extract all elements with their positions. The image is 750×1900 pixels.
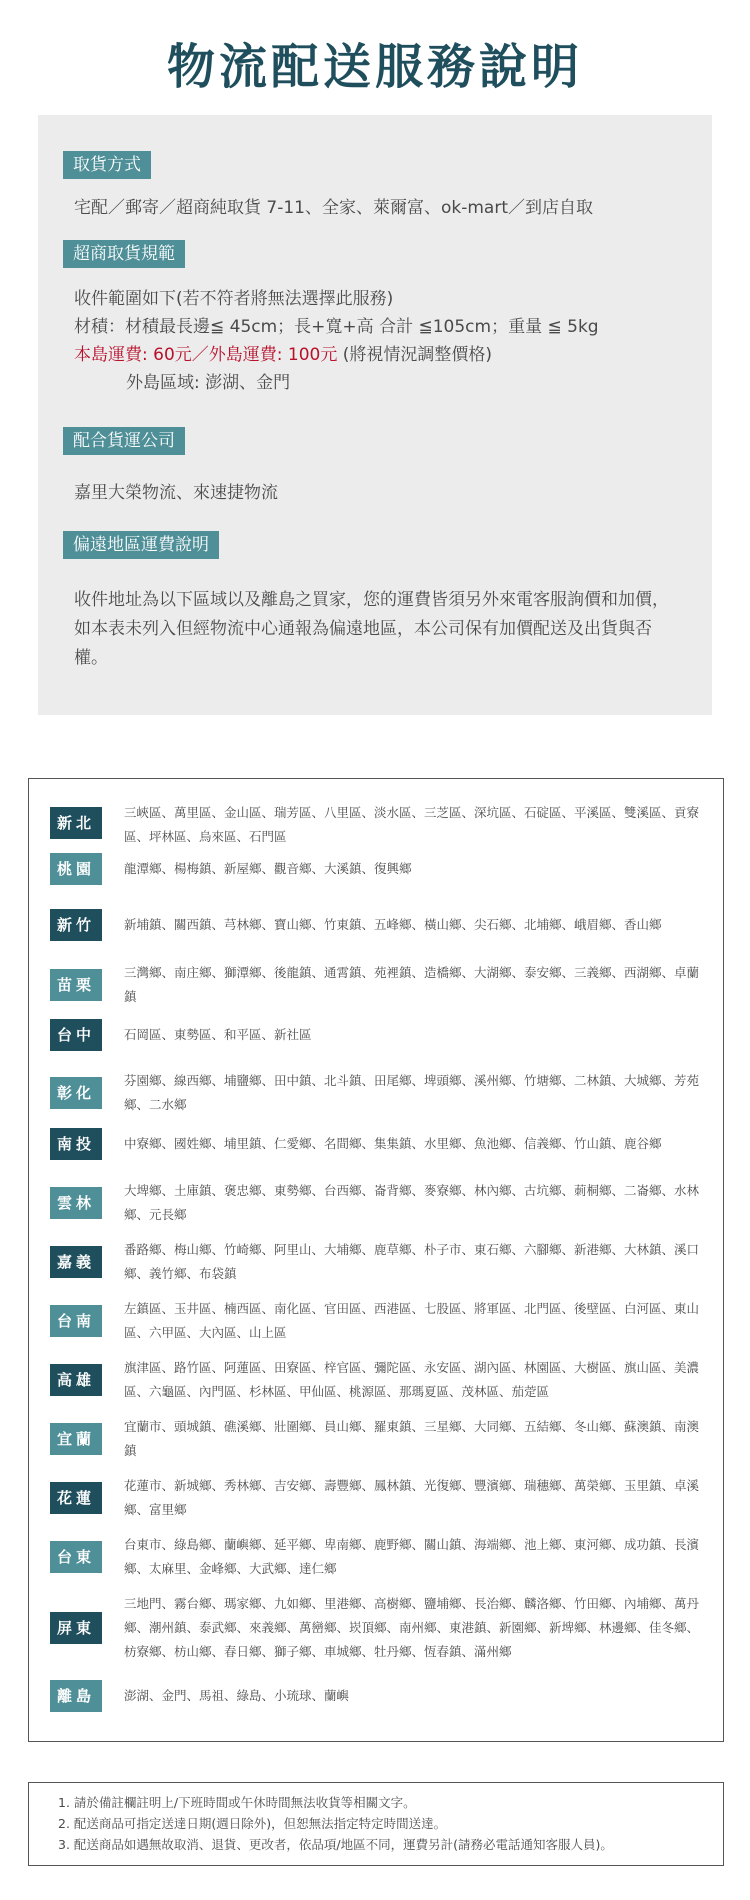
region-areas: 中寮鄉、國姓鄉、埔里鎮、仁愛鄉、名間鄉、集集鎮、水里鄉、魚池鄉、信義鄉、竹山鎮、鹿谷鄉 — [124, 1136, 662, 1151]
region-tag: 新北 — [50, 807, 102, 839]
pickup-method-label: 取貨方式 — [63, 151, 151, 179]
region-areas: 左鎮區、玉井區、楠西區、南化區、官田區、西港區、七股區、將軍區、北門區、後壁區、白河區、東山區、六甲區、大內區、山上區 — [124, 1301, 700, 1340]
remote-region-table — [28, 778, 724, 1742]
region-areas: 三地門、霧台鄉、瑪家鄉、九如鄉、里港鄉、高樹鄉、鹽埔鄉、長治鄉、麟洛鄉、竹田鄉、內埔鄉、萬丹鄉、潮州鎮、泰武鄉、來義鄉、萬巒鄉、崁頂鄉、南州鄉、東港鎮、新園鄉、新埤鄉、林邊鄉、佳冬鄉、枋寮鄉、枋山鄉、春日鄉、獅子鄉、車城鄉、牡丹鄉、恆春鎮、滿州鄉 — [124, 1596, 700, 1659]
cvs-size-text: 材積：材積最長邊≦ 45cm；長+寬+高 合計 ≦105cm；重量 ≦ 5kg — [74, 317, 599, 337]
region-areas: 三灣鄉、南庄鄉、獅潭鄉、後龍鎮、通霄鎮、苑裡鎮、造橋鄉、大湖鄉、泰安鄉、三義鄉、西湖鄉、卓蘭鎮 — [124, 965, 700, 1004]
region-areas: 番路鄉、梅山鄉、竹崎鄉、阿里山、大埔鄉、鹿草鄉、朴子市、東石鄉、六腳鄉、新港鄉、大林鎮、溪口鄉、義竹鄉、布袋鎮 — [124, 1242, 700, 1281]
region-areas: 石岡區、東勢區、和平區、新社區 — [124, 1027, 312, 1042]
carrier-label: 配合貨運公司 — [63, 427, 185, 455]
region-areas: 三峽區、萬里區、金山區、瑞芳區、八里區、淡水區、三芝區、深坑區、石碇區、平溪區、雙溪區、貢寮區、坪林區、烏來區、石門區 — [124, 805, 700, 844]
cvs-range-text: 收件範圍如下(若不符者將無法選擇此服務) — [74, 289, 394, 309]
note-item: 1. 請於備註欄註明上/下班時間或午休時間無法收貨等相關文字。 — [58, 1795, 416, 1810]
region-tag: 台南 — [50, 1305, 102, 1337]
note-item: 2. 配送商品可指定送達日期(週日除外)，但恕無法指定特定時間送達。 — [58, 1816, 447, 1831]
region-tag: 嘉義 — [50, 1246, 102, 1278]
region-tag: 離島 — [50, 1680, 102, 1712]
remote-area-label: 偏遠地區運費說明 — [63, 531, 219, 559]
remote-area-text: 收件地址為以下區域以及離島之買家，您的運費皆須另外來電客服詢價和加價，如本表未列入但經物流中心通報為偏遠地區，本公司保有加價配送及出貨與否權。 — [74, 590, 669, 668]
region-tag: 苗栗 — [50, 969, 102, 1001]
region-tag: 屏東 — [50, 1612, 102, 1644]
region-areas: 龍潭鄉、楊梅鎮、新屋鄉、觀音鄉、大溪鎮、復興鄉 — [124, 861, 412, 876]
shipping-fee-note: (將視情況調整價格) — [337, 345, 493, 365]
region-tag: 彰化 — [50, 1077, 102, 1109]
region-areas: 芬園鄉、線西鄉、埔鹽鄉、田中鎮、北斗鎮、田尾鄉、埤頭鄉、溪州鄉、竹塘鄉、二林鎮、大城鄉、芳苑鄉、二水鄉 — [124, 1073, 700, 1112]
region-tag: 桃園 — [50, 853, 102, 885]
region-tag: 新竹 — [50, 909, 102, 941]
region-areas: 宜蘭市、頭城鎮、礁溪鄉、壯圍鄉、員山鄉、羅東鎮、三星鄉、大同鄉、五結鄉、冬山鄉、蘇澳鎮、南澳鎮 — [124, 1419, 700, 1458]
region-tag: 高雄 — [50, 1364, 102, 1396]
region-tag: 宜蘭 — [50, 1423, 102, 1455]
region-tag: 花蓮 — [50, 1482, 102, 1514]
shipping-fee-highlight: 本島運費: 60元／外島運費: 100元 — [74, 345, 338, 365]
outer-islands-text: 外島區域: 澎湖、金門 — [126, 373, 291, 393]
region-areas: 澎湖、金門、馬祖、綠島、小琉球、蘭嶼 — [124, 1688, 350, 1703]
cvs-rules-label: 超商取貨規範 — [63, 240, 185, 268]
region-tag: 雲林 — [50, 1187, 102, 1219]
region-areas: 新埔鎮、關西鎮、芎林鄉、寶山鄉、竹東鎮、五峰鄉、橫山鄉、尖石鄉、北埔鄉、峨眉鄉、香山鄉 — [124, 917, 662, 932]
region-areas: 花蓮市、新城鄉、秀林鄉、吉安鄉、壽豐鄉、鳳林鎮、光復鄉、豐濱鄉、瑞穗鄉、萬榮鄉、玉里鎮、卓溪鄉、富里鄉 — [124, 1478, 700, 1517]
region-tag: 台東 — [50, 1541, 102, 1573]
note-item: 3. 配送商品如遇無故取消、退貨、更改者，依品項/地區不同，運費另計(請務必電話通知客服人員)。 — [58, 1837, 613, 1852]
page-title: 物流配送服務說明 — [166, 39, 583, 95]
region-tag: 台中 — [50, 1019, 102, 1051]
region-tag: 南投 — [50, 1128, 102, 1160]
region-areas: 台東市、綠島鄉、蘭嶼鄉、延平鄉、卑南鄉、鹿野鄉、關山鎮、海端鄉、池上鄉、東河鄉、成功鎮、長濱鄉、太麻里、金峰鄉、大武鄉、達仁鄉 — [124, 1537, 700, 1576]
region-areas: 旗津區、路竹區、阿蓮區、田寮區、梓官區、彌陀區、永安區、湖內區、林園區、大樹區、旗山區、美濃區、六龜區、內門區、杉林區、甲仙區、桃源區、那瑪夏區、茂林區、茄萣區 — [124, 1360, 700, 1399]
notes-panel — [28, 1782, 724, 1866]
cvs-fee-text — [74, 341, 492, 369]
region-areas: 大埤鄉、土庫鎮、褒忠鄉、東勢鄉、台西鄉、崙背鄉、麥寮鄉、林內鄉、古坑鄉、莿桐鄉、二崙鄉、水林鄉、元長鄉 — [124, 1183, 700, 1222]
pickup-method-text: 宅配／郵寄／超商純取貨 7-11、全家、萊爾富、ok-mart／到店自取 — [74, 198, 593, 218]
carrier-text: 嘉里大榮物流、來速捷物流 — [74, 483, 278, 503]
shipping-info-panel — [38, 115, 712, 715]
